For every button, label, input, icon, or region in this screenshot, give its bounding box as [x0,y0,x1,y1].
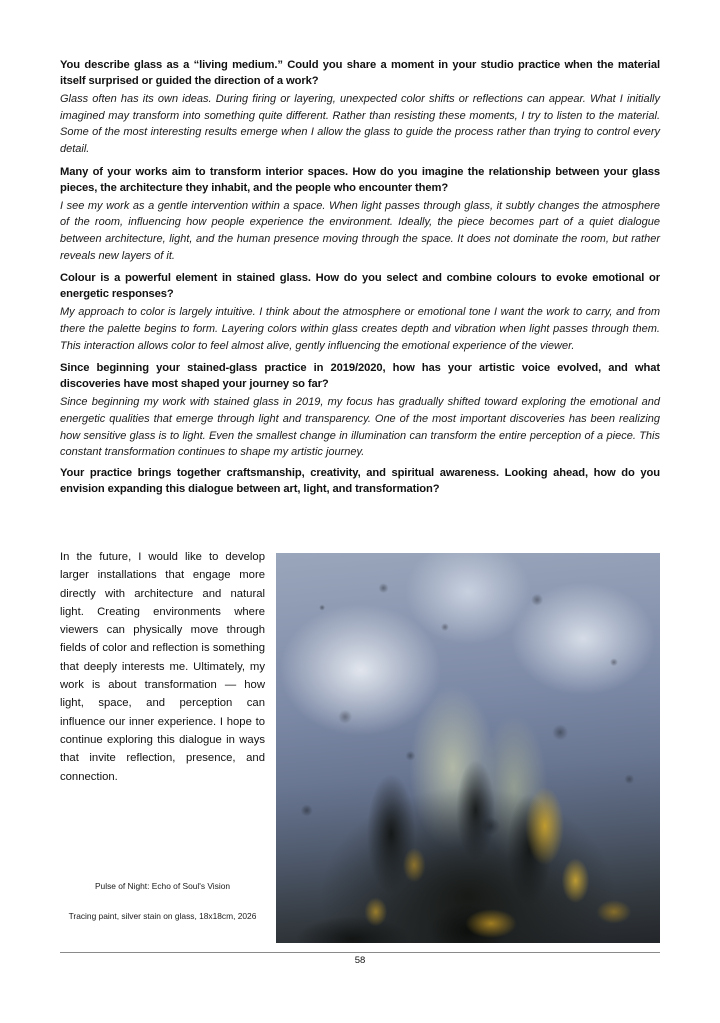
artwork-figure [276,553,660,943]
qa-section [60,58,660,499]
artwork-gold-layer [276,553,660,943]
figure-title: Pulse of Night: Echo of Soul's Vision [94,881,231,891]
page-number: 58 [354,955,366,966]
artwork-image [276,553,660,943]
answer-1: Glass often has its own ideas. During firing or layering, unexpected color shifts or reflections can appear. What I initially imagined may transform into something quite different. Rather than resisting these moments, I try to listen to the material. Some of the most interesting results emerge when I allow the glass to guide the process rather than trying to control every detail. [60,92,660,155]
question-5: Your practice brings together craftsmanship, creativity, and spiritual awareness. Looking ahead, how do you envision expanding this dialogue between art, light, and transformation? [60,467,660,495]
figure-and-answer-block [60,548,660,948]
question-4: Since beginning your stained-glass practice in 2019/2020, how has your artistic voice evolved, and what discoveries have most shaped your journey so far? [60,362,660,391]
question-1: You describe glass as a “living medium.” Could you share a moment in your studio practice when the material itself surprised or guided the direction of a work? [60,59,660,87]
answer-2: I see my work as a gentle intervention within a space. When light passes through glass, it subtly changes the atmosphere of the room, influencing how people experience the environment. Ideally, the piece becomes part of a quiet dialogue between architecture, light, and the human presence moving through the space. It does not dominate the room, but rather reveals new layers of it. [60,199,660,262]
answer-5: In the future, I would like to develop larger installations that engage more directly with architecture and natural light. Creating environments where viewers can physically move through fields of color and reflection is something that deeply interests me. Ultimately, my work is about transformation — how light, space, and perception can influence our inner experience. I hope to continue exploring this dialogue in ways that invite reflection, presence, and connection. [60,551,265,783]
figure-media-line: Tracing paint, silver stain on glass, 18x18cm, 2026 [68,911,257,921]
question-3: Colour is a powerful element in stained glass. How do you select and combine colours to evoke emotional or energetic responses? [60,272,660,301]
answer-4: Since beginning my work with stained glass in 2019, my focus has gradually shifted toward exploring the emotional and energetic qualities that emerge through light and transparency. One of the most important discoveries has been realizing how sensitive glass is to light. Even the smallest change in illumination can transform the entire perception of a piece. This constant transformation continues to shape my artistic journey. [60,396,660,459]
answer-3: My approach to color is largely intuitive. I think about the atmosphere or emotional tone I want the work to carry, and from there the palette begins to form. Layering colors within glass creates depth and vibration when light passes through them. This interaction allows color to feel almost alive, gently influencing the emotional experience of the viewer. [60,306,660,352]
footer-divider [60,952,660,953]
question-2: Many of your works aim to transform interior spaces. How do you imagine the relationship between your glass pieces, the architecture they inhabit, and the people who encounter them? [60,165,660,194]
